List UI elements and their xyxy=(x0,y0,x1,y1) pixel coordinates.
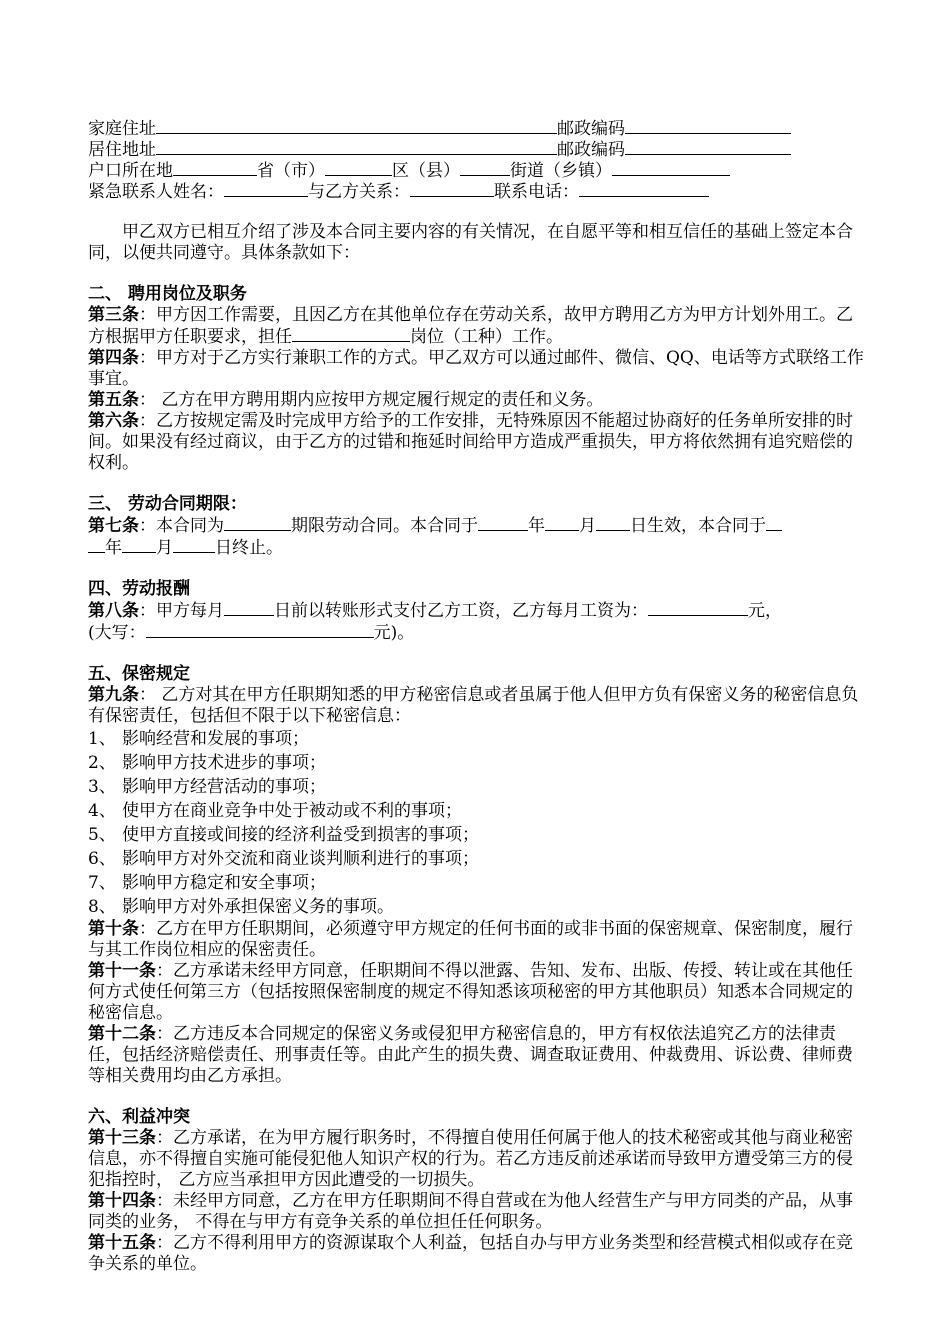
list-number: 6、 xyxy=(88,849,116,869)
article-label: 第十一条 xyxy=(88,961,156,981)
section-2-title: 二、 聘用岗位及职务 xyxy=(88,284,247,304)
section-5-title: 五、保密规定 xyxy=(88,664,190,684)
end-month-blank[interactable] xyxy=(122,537,156,553)
article-4 xyxy=(88,348,868,390)
term-blank[interactable] xyxy=(224,515,291,531)
article-label: 第六条 xyxy=(88,411,139,431)
list-text: 影响甲方稳定和安全事项； xyxy=(122,873,326,893)
article-text: ：乙方在甲方任职期间，必须遵守甲方规定的任何书面的或非书面的保密规章、保密制度，履行与其工作岗位相应的保密责任。 xyxy=(88,919,853,960)
article-label: 第十条 xyxy=(88,919,139,939)
secret-info-list xyxy=(88,727,868,919)
postcode-label: 邮政编码 xyxy=(557,140,625,160)
list-number: 7、 xyxy=(88,873,116,893)
list-number: 4、 xyxy=(88,801,116,821)
position-blank[interactable] xyxy=(292,326,410,342)
article-label: 第十四条 xyxy=(88,1191,156,1211)
list-text: 影响甲方对外交流和商业谈判顺利进行的事项； xyxy=(122,849,479,869)
home-address-blank[interactable] xyxy=(156,118,557,134)
list-number: 3、 xyxy=(88,777,116,797)
relation-label: 与乙方关系： xyxy=(308,182,410,202)
article-text: ：甲方每月 xyxy=(139,601,224,621)
article-label: 第十二条 xyxy=(88,1024,156,1044)
list-text: 影响甲方经营活动的事项； xyxy=(122,777,326,797)
postcode-blank[interactable] xyxy=(625,139,791,155)
article-8 xyxy=(88,600,868,644)
article-text: 元)。 xyxy=(373,623,415,643)
section-4-title: 四、劳动报酬 xyxy=(88,579,190,599)
article-label: 第三条 xyxy=(88,305,139,325)
article-label: 第七条 xyxy=(88,516,139,536)
article-15 xyxy=(88,1233,868,1275)
article-9 xyxy=(88,685,868,727)
article-text: 期限劳动合同。本合同于 xyxy=(291,516,478,536)
start-year-blank[interactable] xyxy=(478,515,528,531)
section-3-title: 三、 劳动合同期限： xyxy=(88,494,247,514)
article-label: 第四条 xyxy=(88,348,139,368)
article-label: 第十五条 xyxy=(88,1233,156,1253)
list-number: 1、 xyxy=(88,729,116,749)
article-5 xyxy=(88,390,868,411)
article-text: ：乙方违反本合同规定的保密义务或侵犯甲方秘密信息的，甲方有权依法追究乙方的法律责任，包括经济赔偿责任、刑事责任等。由此产生的损失费、调查取证费用、仲裁费用、诉讼费、律师费等相关费用均由乙方承担。 xyxy=(88,1024,853,1086)
list-item xyxy=(88,727,868,751)
emergency-name-label: 紧急联系人姓名： xyxy=(88,182,224,202)
residence-address-label: 居住地址 xyxy=(88,140,156,160)
month-label: 月 xyxy=(156,538,173,558)
list-text: 影响甲方对外承担保密义务的事项。 xyxy=(122,897,394,917)
phone-label: 联系电话： xyxy=(494,182,579,202)
list-text: 影响经营和发展的事项； xyxy=(122,729,309,749)
list-text: 使甲方在商业竞争中处于被动或不利的事项； xyxy=(122,801,462,821)
list-item xyxy=(88,775,868,799)
end-day-blank[interactable] xyxy=(173,537,215,553)
contract-page xyxy=(88,118,868,1275)
residence-address-row xyxy=(88,139,868,160)
list-number: 5、 xyxy=(88,825,116,845)
street-blank[interactable] xyxy=(612,160,730,176)
article-text: 日前以转账形式支付乙方工资，乙方每月工资为： xyxy=(274,601,648,621)
list-item xyxy=(88,871,868,895)
list-item xyxy=(88,847,868,871)
start-month-blank[interactable] xyxy=(545,515,579,531)
article-text: ：乙方承诺未经甲方同意，任职期间不得以泄露、告知、发布、出版、传授、转让或在其他任何方式使任何第三方（包括按照保密制度的规定不得知悉该项秘密的甲方其他职员）知悉本合同规定的秘密信息。 xyxy=(88,961,853,1023)
year-label: 年 xyxy=(528,516,545,536)
article-text: 日终止。 xyxy=(215,538,283,558)
district-blank[interactable] xyxy=(460,160,510,176)
postcode-blank[interactable] xyxy=(625,118,791,134)
list-item xyxy=(88,823,868,847)
list-item xyxy=(88,799,868,823)
province-label: 省（市） xyxy=(257,161,325,181)
district-label: 区（县） xyxy=(392,161,460,181)
home-address-row xyxy=(88,118,868,139)
end-year-blank-cont[interactable] xyxy=(88,537,105,553)
year-label: 年 xyxy=(105,538,122,558)
pay-day-blank[interactable] xyxy=(224,600,274,616)
salary-blank[interactable] xyxy=(648,600,748,616)
article-text: ：甲方因工作需要，且因乙方在其他单位存在劳动关系，故甲方聘用乙方为甲方计划外用工。乙方根据甲方任职要求，担任 xyxy=(88,305,853,347)
article-label: 第十三条 xyxy=(88,1128,156,1148)
phone-blank[interactable] xyxy=(579,181,709,197)
article-12 xyxy=(88,1024,868,1087)
article-text: 岗位（工种）工作。 xyxy=(410,327,563,347)
article-3 xyxy=(88,305,868,348)
article-7 xyxy=(88,515,868,559)
article-text: ：甲方对于乙方实行兼职工作的方式。甲乙双方可以通过邮件、微信、QQ、电话等方式联络工作事宜。 xyxy=(88,348,864,389)
section-6-title: 六、利益冲突 xyxy=(88,1107,190,1127)
relation-blank[interactable] xyxy=(410,181,494,197)
residence-address-blank[interactable] xyxy=(156,139,557,155)
province-blank[interactable] xyxy=(325,160,392,176)
hukou-blank[interactable] xyxy=(173,160,257,176)
article-label: 第九条 xyxy=(88,685,139,705)
article-10 xyxy=(88,919,868,961)
hukou-row xyxy=(88,160,868,181)
month-label: 月 xyxy=(579,516,596,536)
article-text: 元， xyxy=(748,601,782,621)
article-text: ： 乙方对其在甲方任职期知悉的甲方秘密信息或者虽属于他人但甲方负有保密义务的秘密信息负有保密责任，包括但不限于以下秘密信息： xyxy=(88,685,859,726)
article-text: ：本合同为 xyxy=(139,516,224,536)
article-text: ：未经甲方同意，乙方在甲方任职期间不得自营或在为他人经营生产与甲方同类的产品，从事同类的业务， 不得在与甲方有竞争关系的单位担任任何职务。 xyxy=(88,1191,853,1232)
emergency-row xyxy=(88,181,868,202)
list-item xyxy=(88,895,868,919)
article-13 xyxy=(88,1128,868,1191)
article-text: (大写： xyxy=(88,623,146,643)
article-label: 第八条 xyxy=(88,601,139,621)
street-label: 街道（乡镇） xyxy=(510,161,612,181)
article-6 xyxy=(88,411,868,474)
article-11 xyxy=(88,961,868,1024)
article-text: ：乙方不得利用甲方的资源谋取个人利益，包括自办与甲方业务类型和经营模式相似或存在竞争关系的单位。 xyxy=(88,1233,853,1274)
article-text: ： 乙方在甲方聘用期内应按甲方规定履行规定的责任和义务。 xyxy=(139,390,604,410)
end-year-blank[interactable] xyxy=(766,515,782,531)
list-item xyxy=(88,751,868,775)
article-text: ：乙方按规定需及时完成甲方给予的工作安排，无特殊原因不能超过协商好的任务单所安排的时间。如果没有经过商议，由于乙方的过错和拖延时间给甲方造成严重损失，甲方将依然拥有追究赔偿的权利。 xyxy=(88,411,853,473)
home-address-label: 家庭住址 xyxy=(88,119,156,139)
emergency-name-blank[interactable] xyxy=(224,181,308,197)
start-day-blank[interactable] xyxy=(596,515,630,531)
salary-uppercase-blank[interactable] xyxy=(146,622,374,638)
list-number: 2、 xyxy=(88,753,116,773)
hukou-label: 户口所在地 xyxy=(88,161,173,181)
intro-paragraph: 甲乙双方已相互介绍了涉及本合同主要内容的有关情况，在自愿平等和相互信任的基础上签定本合同，以便共同遵守。具体条款如下： xyxy=(88,222,853,263)
postcode-label: 邮政编码 xyxy=(557,119,625,139)
list-number: 8、 xyxy=(88,897,116,917)
article-text: ：乙方承诺，在为甲方履行职务时，不得擅自使用任何属于他人的技术秘密或其他与商业秘密信息，亦不得擅自实施可能侵犯他人知识产权的行为。若乙方违反前述承诺而导致甲方遭受第三方的侵犯指控时， 乙方应当承担甲方因此遭受的一切损失。 xyxy=(88,1128,853,1190)
article-14 xyxy=(88,1191,868,1233)
article-text: 日生效，本合同于 xyxy=(630,516,766,536)
article-label: 第五条 xyxy=(88,390,139,410)
list-text: 影响甲方技术进步的事项； xyxy=(122,753,326,773)
list-text: 使甲方直接或间接的经济利益受到损害的事项； xyxy=(122,825,479,845)
